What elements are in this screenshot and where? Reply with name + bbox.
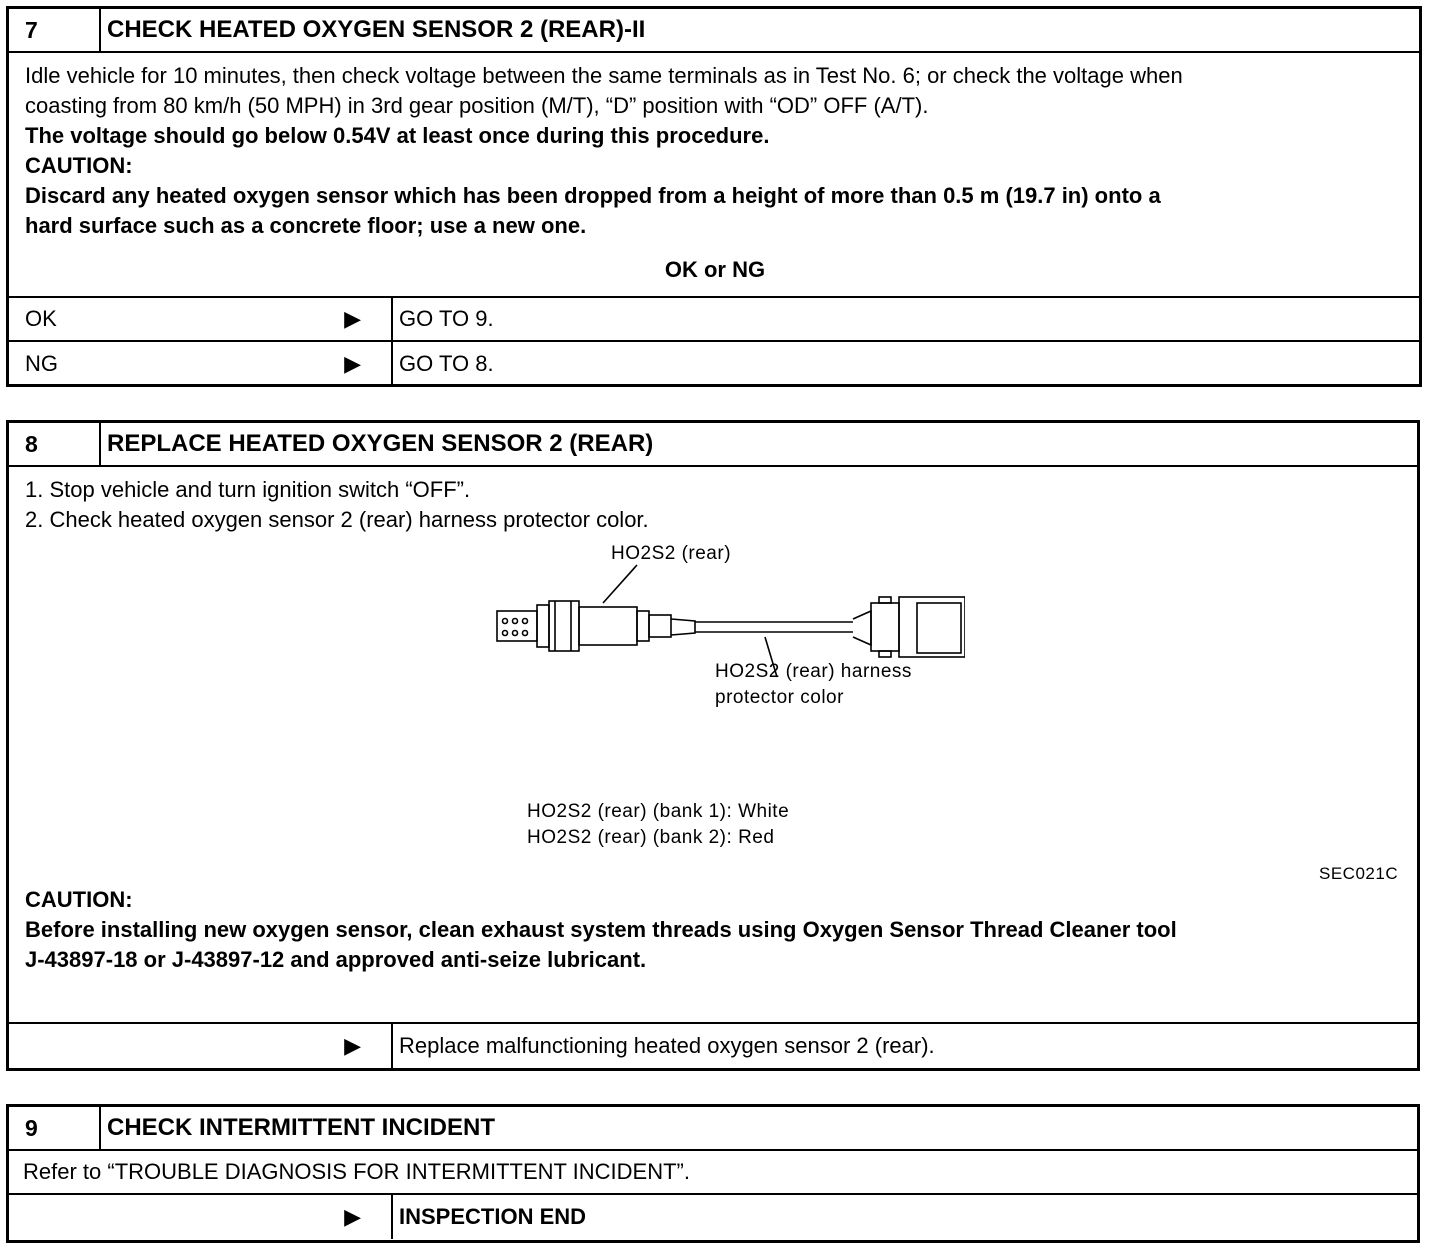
step-header [9, 1107, 1417, 1151]
caution-text: J-43897-18 or J-43897-12 and approved anti-seize lubricant. [25, 947, 647, 972]
color-spec: HO2S2 (rear) (bank 2): Red [527, 827, 775, 848]
arrow-icon: ▶ [344, 1033, 361, 1058]
arrow-icon: ▶ [344, 1204, 361, 1229]
step-body [9, 467, 1417, 1022]
caution-label: CAUTION: [25, 153, 133, 178]
step-9-block [6, 1104, 1420, 1243]
step-7-block [6, 6, 1422, 387]
caution-text: hard surface such as a concrete floor; use a new one. [25, 213, 587, 238]
result-row-ng [9, 342, 1419, 386]
harness-label: protector color [715, 687, 844, 708]
instruction-line: 2. Check heated oxygen sensor 2 (rear) harness protector color. [25, 507, 649, 532]
sensor-figure [25, 535, 1403, 885]
result-row-ok [9, 298, 1419, 342]
result-label: OK [25, 306, 57, 331]
arrow-icon: ▶ [344, 306, 361, 331]
step-body: Refer to “TROUBLE DIAGNOSIS FOR INTERMITTENT INCIDENT”. [23, 1159, 690, 1184]
harness-label: HO2S2 (rear) harness [715, 661, 912, 682]
step-number: 7 [9, 9, 101, 51]
result-action: GO TO 9. [399, 306, 494, 331]
result-label: NG [25, 351, 58, 376]
result-action: INSPECTION END [399, 1204, 587, 1229]
instruction-line: Idle vehicle for 10 minutes, then check voltage between the same terminals as in Test No. 6; or check the voltage when [25, 63, 1183, 88]
color-spec: HO2S2 (rear) (bank 1): White [527, 801, 790, 822]
step-title: CHECK HEATED OXYGEN SENSOR 2 (REAR)-II [107, 16, 646, 43]
sensor-label: HO2S2 (rear) [611, 543, 732, 564]
step-header [9, 9, 1419, 53]
instruction-line: 1. Stop vehicle and turn ignition switch “OFF”. [25, 477, 471, 502]
step-title: REPLACE HEATED OXYGEN SENSOR 2 (REAR) [107, 430, 654, 457]
step-body-row [9, 53, 1419, 298]
figure-code: SEC021C [1319, 864, 1399, 883]
arrow-icon: ▶ [344, 351, 361, 376]
result-row [9, 1024, 1417, 1068]
step-8-block [6, 420, 1420, 1071]
voltage-note: The voltage should go below 0.54V at least once during this procedure. [25, 123, 770, 148]
step-body-row [9, 467, 1417, 1024]
step-body-row [9, 1151, 1417, 1195]
result-action: GO TO 8. [399, 351, 494, 376]
step-title: CHECK INTERMITTENT INCIDENT [107, 1114, 495, 1141]
result-action: Replace malfunctioning heated oxygen sensor 2 (rear). [399, 1033, 935, 1058]
step-number: 8 [9, 423, 101, 465]
result-heading: OK or NG [664, 257, 766, 282]
step-header [9, 423, 1417, 467]
caution-text: Discard any heated oxygen sensor which has been dropped from a height of more than 0.5 m (19.7 in) onto a [25, 183, 1161, 208]
caution-label: CAUTION: [25, 887, 133, 912]
result-row [9, 1195, 1417, 1239]
step-body [9, 53, 1419, 296]
caution-text: Before installing new oxygen sensor, clean exhaust system threads using Oxygen Sensor Thread Cleaner tool [25, 917, 1177, 942]
instruction-line: coasting from 80 km/h (50 MPH) in 3rd gear position (M/T), “D” position with “OD” OFF (A/T). [25, 93, 929, 118]
step-number: 9 [9, 1107, 101, 1149]
